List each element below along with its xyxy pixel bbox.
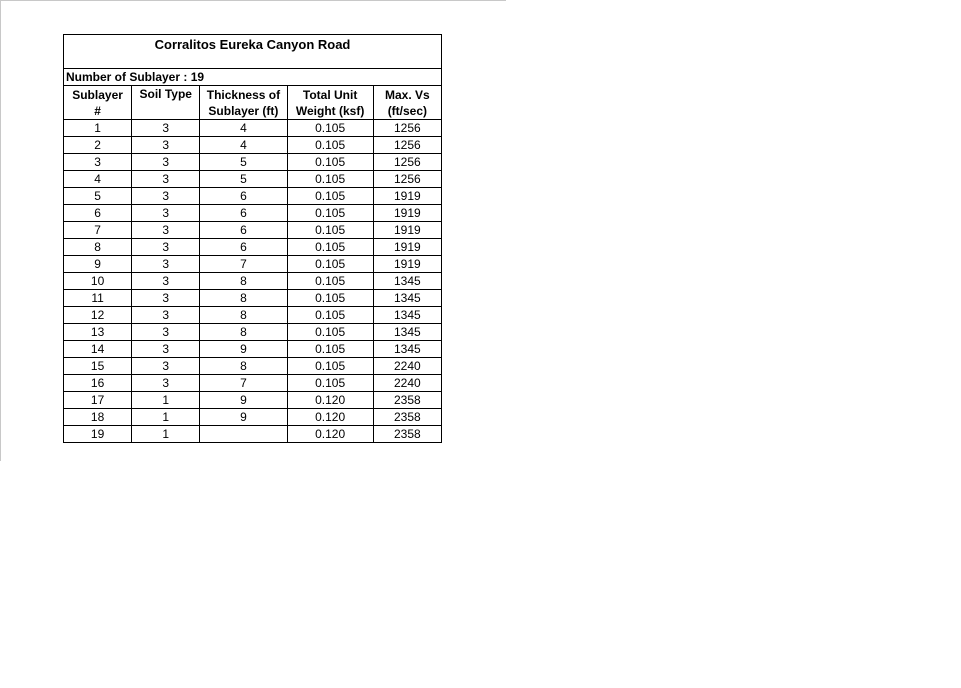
cell-thickness: 6 [200, 188, 287, 205]
cell-thickness: 6 [200, 205, 287, 222]
cell-sublayer-number: 13 [64, 324, 132, 341]
table-row [64, 358, 442, 375]
table-row [64, 137, 442, 154]
cell-sublayer-number: 18 [64, 409, 132, 426]
cell-thickness: 8 [200, 324, 287, 341]
cell-unit-weight: 0.105 [287, 273, 373, 290]
cell-soil-type: 3 [132, 239, 200, 256]
table-row [64, 324, 442, 341]
cell-max-vs: 1345 [373, 290, 441, 307]
cell-unit-weight: 0.105 [287, 307, 373, 324]
header-line2: Weight (ksf) [295, 103, 365, 118]
cell-thickness: 4 [200, 120, 287, 137]
cell-max-vs: 1345 [373, 273, 441, 290]
sublayer-count-label: Number of Sublayer : 19 [64, 69, 442, 86]
cell-soil-type: 3 [132, 358, 200, 375]
cell-unit-weight: 0.105 [287, 324, 373, 341]
cell-sublayer-number: 8 [64, 239, 132, 256]
cell-soil-type: 3 [132, 307, 200, 324]
header-line1: Thickness of [206, 87, 281, 102]
cell-sublayer-number: 7 [64, 222, 132, 239]
column-header-max-vs [373, 86, 441, 120]
cell-sublayer-number: 2 [64, 137, 132, 154]
cell-unit-weight: 0.105 [287, 171, 373, 188]
column-header-thickness [200, 86, 287, 120]
soil-profile-table [63, 34, 442, 443]
cell-soil-type: 3 [132, 324, 200, 341]
cell-unit-weight: 0.105 [287, 290, 373, 307]
cell-unit-weight: 0.105 [287, 120, 373, 137]
table-row [64, 341, 442, 358]
cell-soil-type: 3 [132, 188, 200, 205]
cell-thickness: 6 [200, 222, 287, 239]
cell-sublayer-number: 14 [64, 341, 132, 358]
header-line1: Max. Vs [385, 87, 430, 102]
cell-soil-type: 3 [132, 205, 200, 222]
column-header-sublayer [64, 86, 132, 120]
cell-max-vs: 2358 [373, 409, 441, 426]
sheet-border-top [0, 0, 506, 1]
cell-soil-type: 1 [132, 409, 200, 426]
column-header-soil-type [132, 86, 200, 120]
cell-soil-type: 1 [132, 392, 200, 409]
cell-sublayer-number: 15 [64, 358, 132, 375]
cell-max-vs: 1919 [373, 205, 441, 222]
cell-max-vs: 2358 [373, 392, 441, 409]
table-row [64, 120, 442, 137]
cell-unit-weight: 0.120 [287, 392, 373, 409]
cell-unit-weight: 0.105 [287, 358, 373, 375]
cell-unit-weight: 0.105 [287, 188, 373, 205]
header-line1: Soil Type [139, 87, 192, 101]
header-line2: (ft/sec) [387, 103, 428, 118]
title-spacer [64, 55, 442, 69]
cell-sublayer-number: 16 [64, 375, 132, 392]
cell-thickness: 7 [200, 256, 287, 273]
cell-soil-type: 3 [132, 154, 200, 171]
table-title: Corralitos Eureka Canyon Road [64, 35, 442, 56]
cell-sublayer-number: 5 [64, 188, 132, 205]
cell-soil-type: 3 [132, 341, 200, 358]
cell-max-vs: 1256 [373, 154, 441, 171]
cell-sublayer-number: 17 [64, 392, 132, 409]
table-row [64, 273, 442, 290]
cell-sublayer-number: 12 [64, 307, 132, 324]
cell-unit-weight: 0.105 [287, 205, 373, 222]
cell-thickness: 6 [200, 239, 287, 256]
table-row [64, 409, 442, 426]
cell-thickness: 5 [200, 154, 287, 171]
cell-soil-type: 3 [132, 137, 200, 154]
cell-unit-weight: 0.120 [287, 426, 373, 443]
cell-thickness: 9 [200, 341, 287, 358]
sheet-border-left [0, 0, 1, 461]
table-row [64, 154, 442, 171]
cell-thickness: 9 [200, 409, 287, 426]
table-row [64, 205, 442, 222]
cell-unit-weight: 0.105 [287, 137, 373, 154]
cell-unit-weight: 0.105 [287, 222, 373, 239]
table-row [64, 426, 442, 443]
cell-max-vs: 2358 [373, 426, 441, 443]
cell-sublayer-number: 10 [64, 273, 132, 290]
table-row [64, 171, 442, 188]
table-row [64, 290, 442, 307]
cell-thickness [200, 426, 287, 443]
cell-sublayer-number: 19 [64, 426, 132, 443]
table-row [64, 307, 442, 324]
cell-thickness: 8 [200, 290, 287, 307]
cell-sublayer-number: 4 [64, 171, 132, 188]
header-line2: Sublayer (ft) [208, 103, 279, 118]
cell-thickness: 8 [200, 273, 287, 290]
cell-sublayer-number: 6 [64, 205, 132, 222]
cell-max-vs: 1256 [373, 171, 441, 188]
cell-max-vs: 1345 [373, 341, 441, 358]
cell-max-vs: 2240 [373, 375, 441, 392]
table-row [64, 375, 442, 392]
cell-max-vs: 1345 [373, 324, 441, 341]
header-line1: Total Unit [302, 87, 358, 102]
cell-max-vs: 1919 [373, 256, 441, 273]
cell-max-vs: 1919 [373, 222, 441, 239]
cell-soil-type: 3 [132, 222, 200, 239]
cell-max-vs: 1345 [373, 307, 441, 324]
column-header-unit-weight [287, 86, 373, 120]
cell-sublayer-number: 3 [64, 154, 132, 171]
cell-max-vs: 2240 [373, 358, 441, 375]
cell-unit-weight: 0.105 [287, 341, 373, 358]
header-line2: # [94, 103, 101, 118]
cell-soil-type: 1 [132, 426, 200, 443]
cell-soil-type: 3 [132, 290, 200, 307]
cell-thickness: 8 [200, 307, 287, 324]
cell-thickness: 4 [200, 137, 287, 154]
cell-soil-type: 3 [132, 120, 200, 137]
cell-unit-weight: 0.120 [287, 409, 373, 426]
cell-thickness: 7 [200, 375, 287, 392]
cell-soil-type: 3 [132, 273, 200, 290]
cell-max-vs: 1256 [373, 120, 441, 137]
cell-unit-weight: 0.105 [287, 375, 373, 392]
cell-max-vs: 1919 [373, 239, 441, 256]
cell-max-vs: 1919 [373, 188, 441, 205]
table-row [64, 188, 442, 205]
cell-unit-weight: 0.105 [287, 239, 373, 256]
table-row [64, 256, 442, 273]
cell-max-vs: 1256 [373, 137, 441, 154]
cell-thickness: 5 [200, 171, 287, 188]
cell-thickness: 8 [200, 358, 287, 375]
cell-sublayer-number: 11 [64, 290, 132, 307]
cell-sublayer-number: 9 [64, 256, 132, 273]
table-row [64, 222, 442, 239]
cell-soil-type: 3 [132, 375, 200, 392]
cell-soil-type: 3 [132, 256, 200, 273]
cell-unit-weight: 0.105 [287, 256, 373, 273]
header-line1: Sublayer [72, 87, 123, 102]
column-header-row [64, 86, 442, 120]
cell-thickness: 9 [200, 392, 287, 409]
cell-unit-weight: 0.105 [287, 154, 373, 171]
cell-sublayer-number: 1 [64, 120, 132, 137]
table-row [64, 392, 442, 409]
cell-soil-type: 3 [132, 171, 200, 188]
table-row [64, 239, 442, 256]
